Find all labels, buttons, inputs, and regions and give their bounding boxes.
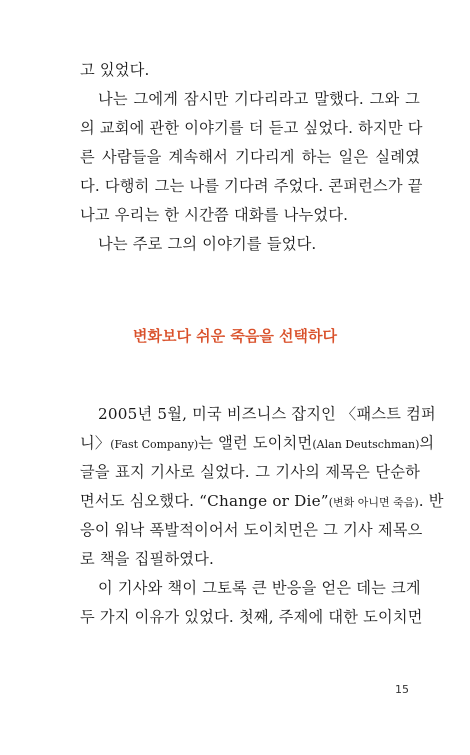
- text-run: 의: [419, 434, 435, 452]
- body-line: [80, 491, 444, 513]
- body-line: 나는 그에게 잠시만 기다리라고 말했다. 그와 그: [98, 90, 420, 108]
- body-line: 글을 표지 기사로 실었다. 그 기사의 제목은 단순하: [80, 463, 420, 481]
- english-name-annotation: (Alan Deutschman): [312, 438, 420, 451]
- body-line: 다. 다행히 그는 나를 기다려 주었다. 콘퍼런스가 끝: [80, 177, 423, 195]
- body-line: 나고 우리는 한 시간쯤 대화를 나누었다.: [80, 206, 349, 224]
- body-line: 른 사람들을 계속해서 기다리게 하는 일은 실례였: [80, 148, 420, 166]
- text-run: 는 앨런 도이치먼: [198, 434, 313, 452]
- body-line: 나는 주로 그의 이야기를 들었다.: [98, 235, 317, 253]
- translation-annotation: (변화 아니면 죽음): [328, 496, 419, 509]
- text-run: 니〉: [80, 434, 111, 452]
- body-line: 2005년 5월, 미국 비즈니스 잡지인 〈패스트 컴퍼: [98, 405, 436, 423]
- body-line: 로 책을 집필하였다.: [80, 550, 215, 568]
- body-line: 응이 워낙 폭발적이어서 도이치먼은 그 기사 제목으: [80, 521, 423, 539]
- text-run: 면서도 심오했다. “Change or Die”: [80, 492, 329, 510]
- body-line: [80, 433, 435, 455]
- body-line: 두 가지 이유가 있었다. 첫째, 주제에 대한 도이치먼: [80, 608, 423, 626]
- section-heading: 변화보다 쉬운 죽음을 선택하다: [132, 327, 338, 345]
- english-name-annotation: (Fast Company): [110, 438, 199, 451]
- page-number: 15: [395, 683, 409, 696]
- body-line: 이 기사와 책이 그토록 큰 반응을 얻은 데는 크게: [98, 579, 421, 597]
- body-line: 의 교회에 관한 이야기를 더 듣고 싶었다. 하지만 다: [80, 119, 423, 137]
- text-run: . 반: [418, 492, 444, 510]
- body-line: 고 있었다.: [80, 61, 150, 79]
